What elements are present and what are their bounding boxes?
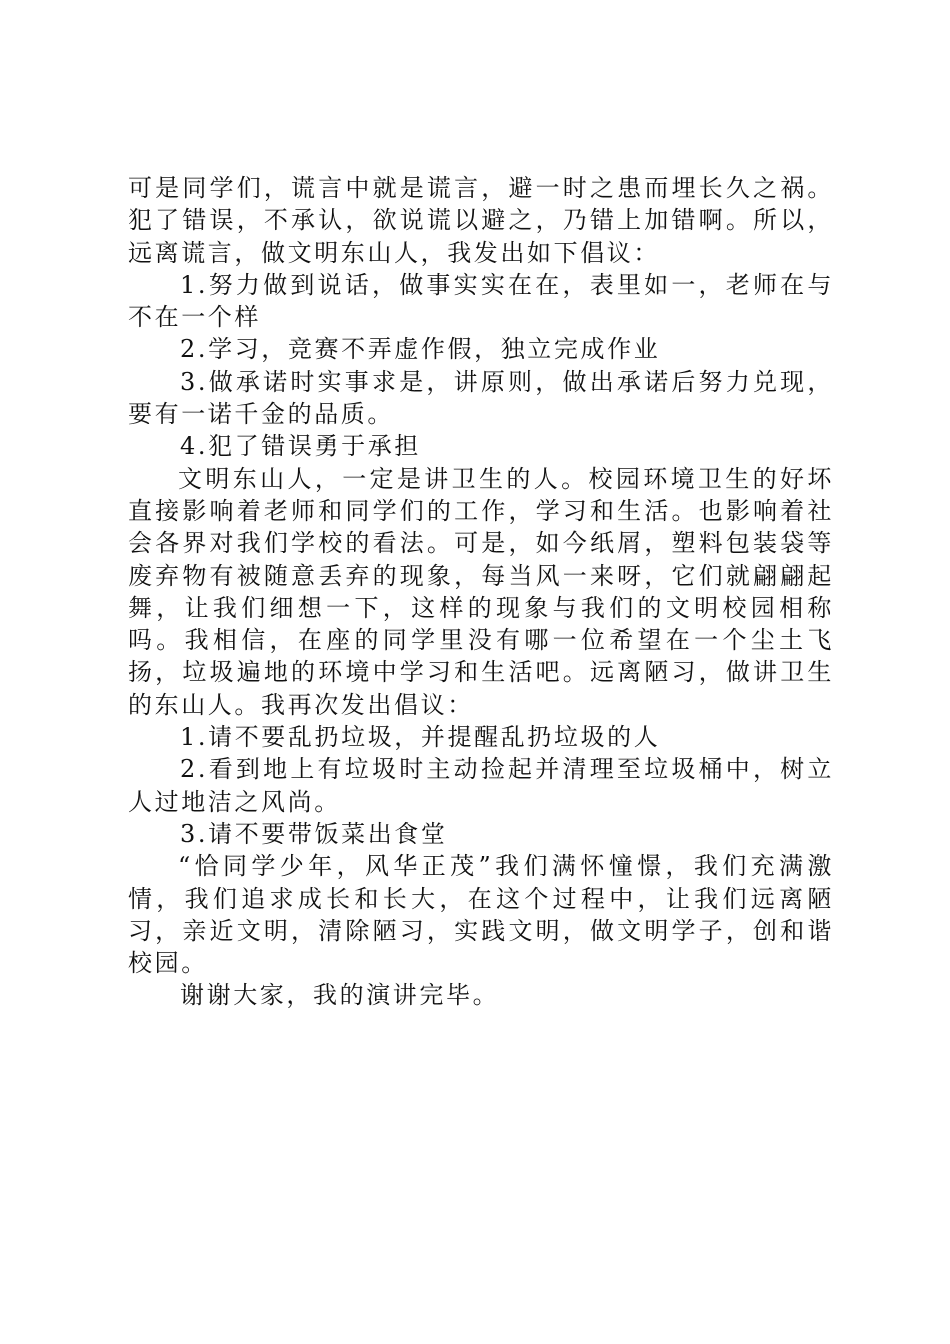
speech-text (128, 172, 834, 1012)
paragraph-intro: 可是同学们，谎言中就是谎言，避一时之患而埋长久之祸。犯了错误，不承认，欲说谎以避之，乃错上加错啊。所以，远离谎言，做文明东山人，我发出如下倡议： (128, 174, 834, 267)
paragraph-hygiene: 文明东山人，一定是讲卫生的人。校园环境卫生的好坏直接影响着老师和同学们的工作，学习和生活。也影响着社会各界对我们学校的看法。可是，如今纸屑，塑料包装袋等废弃物有被随意丢弃的现象，每当风一来呀，它们就翩翩起舞，让我们细想一下，这样的现象与我们的文明校园相称吗。我相信，在座的同学里没有哪一位希望在一个尘土飞扬，垃圾遍地的环境中学习和生活吧。远离陋习，做讲卫生的东山人。我再次发出倡议： (128, 464, 834, 719)
hygiene-item-1: 1.请不要乱扔垃圾，并提醒乱扔垃圾的人 (180, 723, 661, 752)
proposal-item-4: 4.犯了错误勇于承担 (180, 432, 421, 461)
proposal-item-1: 1.努力做到说话，做事实实在在，表里如一，老师在与不在一个样 (128, 270, 834, 332)
paragraph-thanks: 谢谢大家，我的演讲完毕。 (180, 981, 500, 1010)
proposal-item-2: 2.学习，竞赛不弄虚作假，独立完成作业 (180, 335, 661, 364)
proposal-item-3: 3.做承诺时实事求是，讲原则，做出承诺后努力兑现，要有一诺千金的品质。 (128, 367, 834, 429)
paragraph-conclusion: “恰同学少年，风华正茂”我们满怀憧憬，我们充满激情，我们追求成长和长大，在这个过程中，让我们远离陋习，亲近文明，清除陋习，实践文明，做文明学子，创和谐校园。 (128, 852, 834, 978)
hygiene-item-2: 2.看到地上有垃圾时主动捡起并清理至垃圾桶中，树立人过地洁之风尚。 (128, 755, 834, 816)
hygiene-item-3: 3.请不要带饭菜出食堂 (180, 819, 448, 848)
